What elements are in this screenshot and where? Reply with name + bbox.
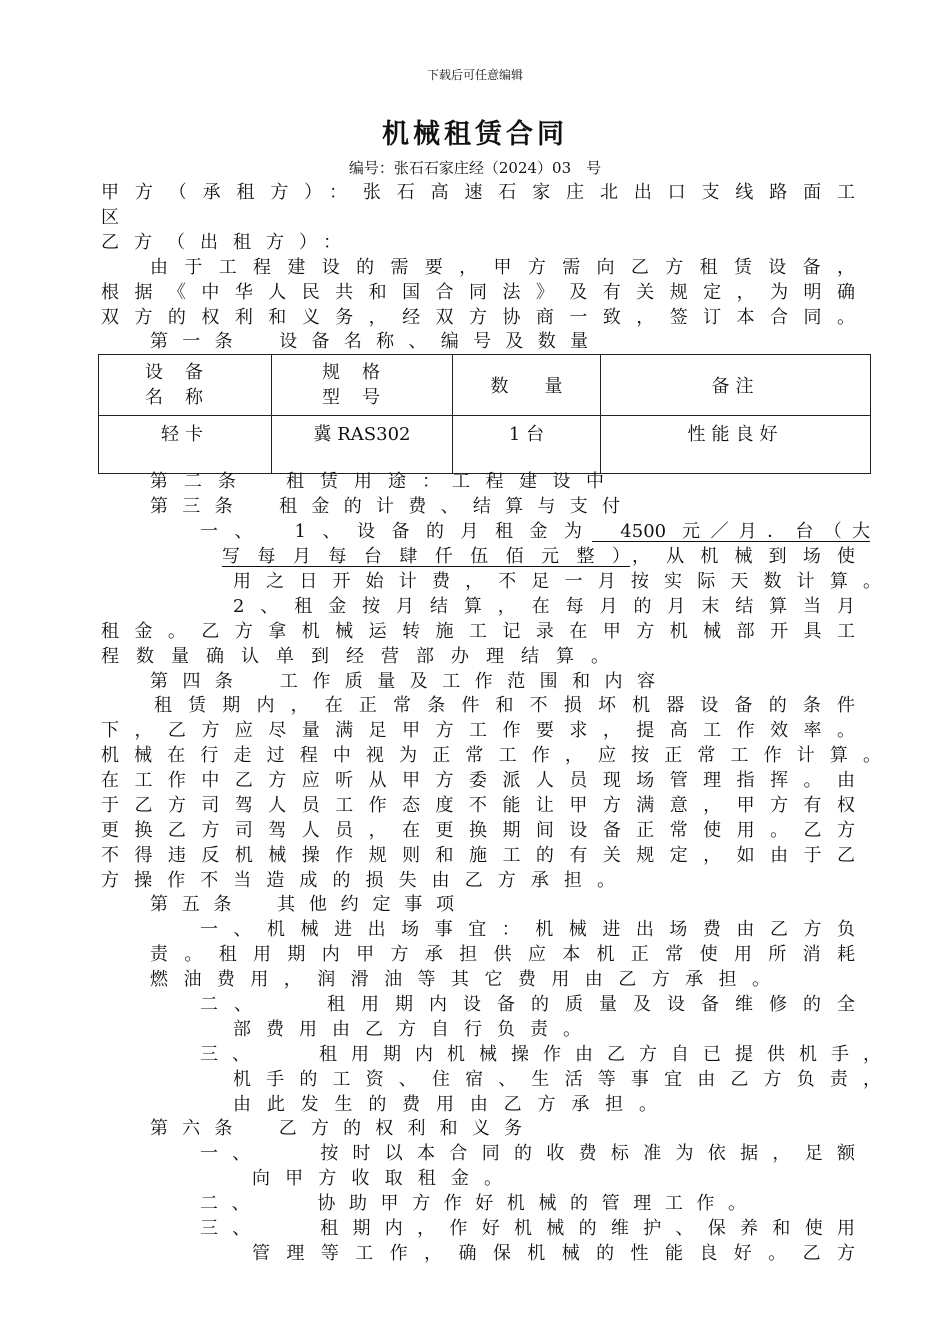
article-3-line-5: 租金。乙方拿机械运转施工记录在甲方机械部开具工 (101, 621, 855, 642)
header-name-line-1: 设备 (145, 362, 225, 383)
cell-quantity (453, 416, 601, 474)
header-model-line-1: 规格 (322, 362, 402, 383)
article-3-line-1-lead: 一、 1、设备的月租金为 (200, 521, 582, 542)
article-5-line-1: 一、机械进出场事宜：机械进出场费由乙方负 (200, 919, 855, 940)
table-row (99, 416, 871, 474)
article-6-heading: 第六条 乙方的权利和义务 (150, 1118, 522, 1139)
contract-number: 编号：张石石家庄经（2024）03 号 (348, 159, 602, 177)
equipment-table (98, 354, 871, 474)
article-5-line-7: 机手的工资、住宿、生活等事宜由乙方负责， (233, 1069, 881, 1090)
article-2-label: 第二条 租赁用途： (150, 471, 440, 492)
party-b-line: 乙方（出租方）： (101, 232, 341, 253)
article-5-line-6: 三、 租用期内机械操作由乙方自已提供机手， (200, 1044, 881, 1065)
article-4-heading: 第四条 工作质量及工作范围和内容 (150, 671, 655, 692)
article-5-heading: 第五条 其他约定事项 (150, 894, 454, 915)
cell-model (272, 416, 453, 474)
table-header-row (99, 355, 871, 416)
header-model-line-2: 型号 (322, 387, 402, 408)
cell-equipment-name-text: 轻卡 (161, 424, 209, 445)
article-4-line-2: 下，乙方应尽量满足甲方工作要求，提高工作效率。 (101, 720, 855, 741)
header-note: 下载后可任意编辑 (426, 68, 523, 82)
article-3-line-3: 用之日开始计费，不足一月按实际天数计算。 (233, 571, 881, 592)
article-1-heading: 第一条 设备名称、编号及数量 (150, 331, 588, 352)
article-6-line-5: 管理等工作，确保机械的性能良好。乙方 (252, 1243, 855, 1264)
cell-equipment-name (99, 416, 272, 474)
intro-line-2: 根据《中华人民共和国合同法》及有关规定，为明确 (101, 282, 855, 303)
article-4-line-8: 方操作不当造成的损失由乙方承担。 (101, 870, 615, 891)
header-remark (601, 355, 871, 416)
article-3-heading: 第三条 租金的计费、结算与支付 (150, 496, 620, 517)
article-2-value: 工程建设中 (452, 471, 604, 492)
article-3-line-6: 程数量确认单到经营部办理结算。 (101, 646, 609, 667)
header-quantity-text: 数 量 (490, 376, 563, 397)
article-6-line-4: 三、 租期内，作好机械的维护、保养和使用 (200, 1218, 855, 1239)
header-name-line-2: 名称 (145, 387, 225, 408)
article-5-line-4: 二、 租用期内设备的质量及设备维修的全 (200, 994, 855, 1015)
cell-remark (601, 416, 871, 474)
article-4-line-1: 租赁期内，在正常条件和不损坏机器设备的条件 (154, 695, 855, 716)
article-4-line-3: 机械在行走过程中视为正常工作，应按正常工作计算。 (101, 745, 881, 766)
header-quantity (453, 355, 601, 416)
article-5-line-5: 部费用由乙方自行负责。 (233, 1019, 581, 1040)
article-4-line-7: 不得违反机械操作规则和施工的有关规定，如由于乙 (101, 845, 855, 866)
article-4-line-6: 更换乙方司驾人员，在更换期间设备正常使用。乙方 (101, 820, 855, 841)
cell-model-text: 冀 RAS302 (313, 424, 411, 445)
cell-quantity-text: 1 台 (508, 424, 545, 445)
article-3-rent-in-words: 写每月每台肆仟伍佰元整） (222, 546, 630, 567)
intro-line-1: 由于工程建设的需要，甲方需向乙方租赁设备， (150, 257, 855, 278)
header-equipment-name (99, 355, 272, 416)
article-4-line-5: 于乙方司驾人员工作态度不能让甲方满意，甲方有权 (101, 795, 855, 816)
article-5-line-8: 由此发生的费用由乙方承担。 (233, 1094, 657, 1115)
party-a-line: 甲方（承租方）：张石高速石家庄北出口支线路面工 (101, 182, 855, 203)
document-title: 机械租赁合同 (382, 119, 568, 150)
article-6-line-2: 向甲方收取租金。 (252, 1168, 502, 1189)
article-3-line-2-rest: ，从机械到场使 (632, 546, 855, 567)
article-3-rent-amount: 4500 元／月．台（大 (592, 521, 870, 542)
article-5-line-3: 燃油费用，润滑油等其它费用由乙方承担。 (150, 969, 770, 990)
party-a-line-cont: 区 (101, 207, 119, 228)
intro-line-3: 双方的权利和义务，经双方协商一致，签订本合同。 (101, 307, 855, 328)
article-5-line-2: 责。租用期内甲方承担供应本机正常使用所消耗 (150, 944, 855, 965)
article-3-line-4: 2、租金按月结算，在每月的月末结算当月 (233, 596, 855, 617)
header-remark-text: 备注 (711, 376, 760, 397)
article-6-line-3: 二、 协助甲方作好机械的管理工作。 (200, 1193, 746, 1214)
header-model (272, 355, 453, 416)
article-6-line-1: 一、 按时以本合同的收费标准为依据，足额 (200, 1143, 855, 1164)
cell-remark-text: 性能良好 (687, 424, 784, 445)
article-4-line-4: 在工作中乙方应听从甲方委派人员现场管理指挥。由 (101, 770, 855, 791)
